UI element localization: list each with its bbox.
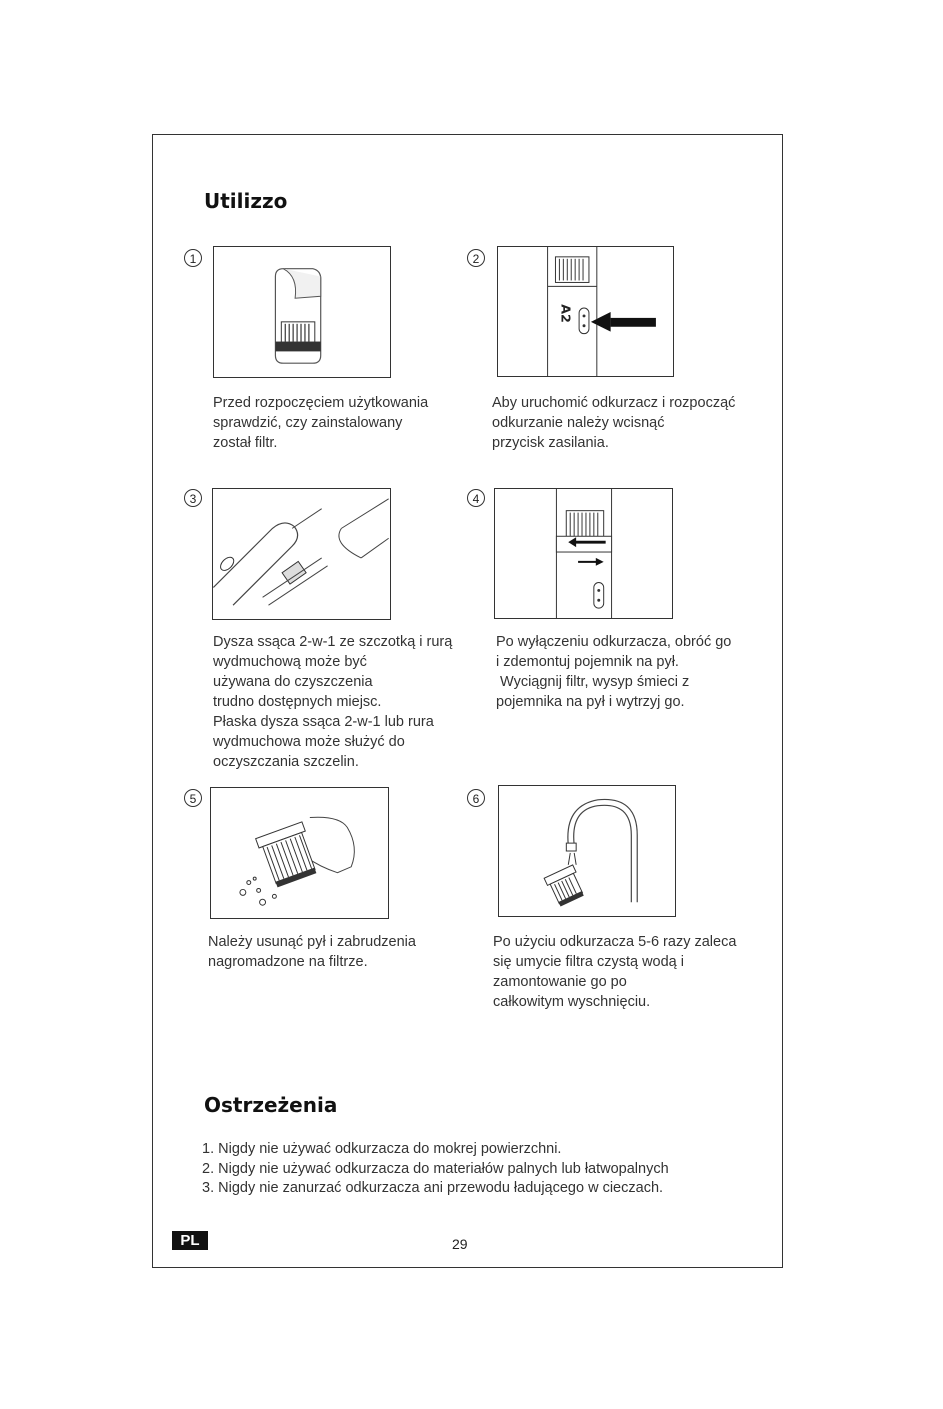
vacuum-with-filter-icon	[214, 247, 390, 377]
step-3-line: oczyszczania szczelin.	[213, 754, 359, 770]
wash-filter-icon	[499, 786, 675, 916]
device-label: A2	[557, 304, 573, 323]
warnings-list	[202, 1140, 669, 1199]
step-number-2: 2	[467, 249, 485, 267]
page-number: 29	[452, 1236, 468, 1252]
step-2-line: przycisk zasilania.	[492, 435, 609, 451]
step-4-text	[496, 632, 731, 712]
step-3-text	[213, 632, 452, 772]
step-1-line: Przed rozpoczęciem użytkowania	[213, 395, 429, 411]
step-1-illustration	[213, 246, 391, 378]
step-3-line: Dysza ssąca 2-w-1 ze szczotką i rurą	[213, 634, 453, 650]
step-number-4: 4	[467, 489, 485, 507]
step-3-line: wydmuchową może być	[213, 654, 367, 670]
warnings-title: Ostrzeżenia	[204, 1093, 338, 1117]
nozzle-attachment-icon	[213, 489, 390, 619]
step-number-5: 5	[184, 789, 202, 807]
step-number-1: 1	[184, 249, 202, 267]
step-3-illustration	[212, 488, 391, 620]
step-2-text	[492, 393, 735, 453]
step-3-line: Płaska dysza ssąca 2-w-1 lub rura	[213, 714, 434, 730]
remove-dust-container-icon	[495, 489, 672, 618]
power-button-arrow-icon	[498, 247, 673, 376]
step-3-line: używana do czyszczenia	[213, 674, 373, 690]
step-3-line: trudno dostępnych miejsc.	[213, 694, 382, 710]
step-5-line: nagromadzone na filtrze.	[208, 954, 368, 970]
section-title: Utilizzo	[204, 189, 288, 213]
step-6-line: zamontowanie go po	[493, 974, 627, 990]
step-number-3: 3	[184, 489, 202, 507]
step-1-line: sprawdzić, czy zainstalowany	[213, 415, 403, 431]
step-2-illustration	[497, 246, 674, 377]
empty-filter-icon	[211, 788, 388, 918]
step-5-line: Należy usunąć pył i zabrudzenia	[208, 934, 416, 950]
step-1-line: został filtr.	[213, 435, 278, 451]
step-5-illustration	[210, 787, 389, 919]
warning-item: 3. Nigdy nie zanurzać odkurzacza ani przewodu ładującego w cieczach.	[202, 1180, 664, 1196]
step-6-illustration	[498, 785, 676, 917]
step-6-line: Po użyciu odkurzacza 5-6 razy zaleca	[493, 934, 737, 950]
language-badge: PL	[172, 1231, 208, 1250]
step-6-line: się umycie filtra czystą wodą i	[493, 954, 684, 970]
step-6-text	[493, 932, 736, 1012]
step-3-line: wydmuchowa może służyć do	[213, 734, 405, 750]
step-4-line: Po wyłączeniu odkurzacza, obróć go	[496, 634, 732, 650]
step-6-line: całkowitym wyschnięciu.	[493, 994, 651, 1010]
step-4-line: i zdemontuj pojemnik na pył.	[496, 654, 679, 670]
step-4-illustration	[494, 488, 673, 619]
step-number-6: 6	[467, 789, 485, 807]
step-2-line: odkurzanie należy wcisnąć	[492, 415, 665, 431]
warning-item: 2. Nigdy nie używać odkurzacza do materiałów palnych lub łatwopalnych	[202, 1160, 669, 1177]
step-4-line: pojemnika na pył i wytrzyj go.	[496, 694, 685, 710]
step-2-line: Aby uruchomić odkurzacz i rozpocząć	[492, 395, 736, 411]
step-1-text	[213, 393, 428, 453]
step-4-line: Wyciągnij filtr, wysyp śmieci z	[496, 674, 690, 690]
warning-item: 1. Nigdy nie używać odkurzacza do mokrej powierzchni.	[202, 1141, 562, 1157]
step-5-text	[208, 932, 416, 972]
